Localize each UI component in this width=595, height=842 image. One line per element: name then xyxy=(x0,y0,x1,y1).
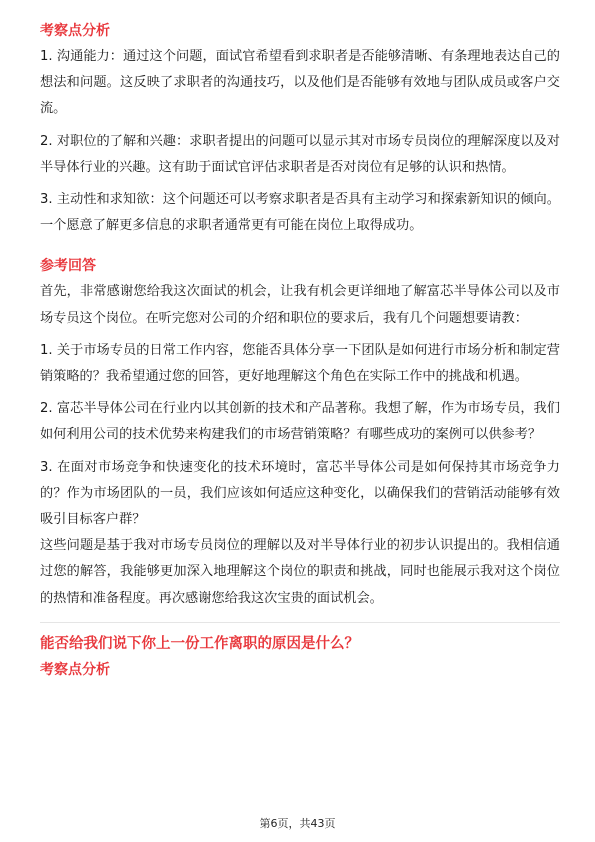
section-title-reference-answer: 参考回答 xyxy=(40,258,96,275)
page-content xyxy=(40,18,560,683)
answer-item-1: 1. 关于市场专员的日常工作内容，您能否具体分享一下团队是如何进行市场分析和制定营销策略的？我希望通过您的回答，更好地理解这个角色在实际工作中的挑战和机遇。 xyxy=(40,342,560,385)
next-question-title: 能否给我们说下你上一份工作离职的原因是什么？ xyxy=(40,635,359,652)
analysis-item-2: 2. 对职位的了解和兴趣：求职者提出的问题可以显示其对市场专员岗位的理解深度以及对半导体行业的兴趣。这有助于面试官评估求职者是否对岗位有足够的认识和热情。 xyxy=(40,133,560,175)
answer-closing: 这些问题是基于我对市场专员岗位的理解以及对半导体行业的初步认识提出的。我相信通过您的解答，我能够更加深入地理解这个岗位的职责和挑战，同时也能展示我对这个岗位的热情和准备程度。再次感谢您给我这次宝贵的面试机会。 xyxy=(40,538,560,606)
answer-item-2: 2. 富芯半导体公司在行业内以其创新的技术和产品著称。我想了解，作为市场专员，我们如何利用公司的技术优势来构建我们的市场营销策略？有哪些成功的案例可以供参考？ xyxy=(40,401,560,443)
section-title-analysis: 考察点分析 xyxy=(40,23,110,39)
analysis-item-1: 1. 沟通能力：通过这个问题，面试官希望看到求职者是否能够清晰、有条理地表达自己的想法和问题。这反映了求职者的沟通技巧，以及他们是否能够有效地与团队成员或客户交流。 xyxy=(40,49,560,117)
section-divider xyxy=(40,622,560,623)
analysis-item-3: 3. 主动性和求知欲：这个问题还可以考察求职者是否具有主动学习和探索新知识的倾向。一个愿意了解更多信息的求职者通常更有可能在岗位上取得成功。 xyxy=(40,192,560,234)
answer-item-3: 3. 在面对市场竞争和快速变化的技术环境时，富芯半导体公司是如何保持其市场竞争力的？作为市场团队的一员，我们应该如何适应这种变化，以确保我们的营销活动能够有效吸引目标客户群？ xyxy=(40,459,560,528)
answer-intro: 首先，非常感谢您给我这次面试的机会，让我有机会更详细地了解富芯半导体公司以及市场专员这个岗位。在听完您对公司的介绍和职位的要求后，我有几个问题想要请教： xyxy=(40,284,560,326)
page-footer: 第6页，共43页 xyxy=(259,817,336,830)
next-question-subtitle: 考察点分析 xyxy=(40,661,110,678)
